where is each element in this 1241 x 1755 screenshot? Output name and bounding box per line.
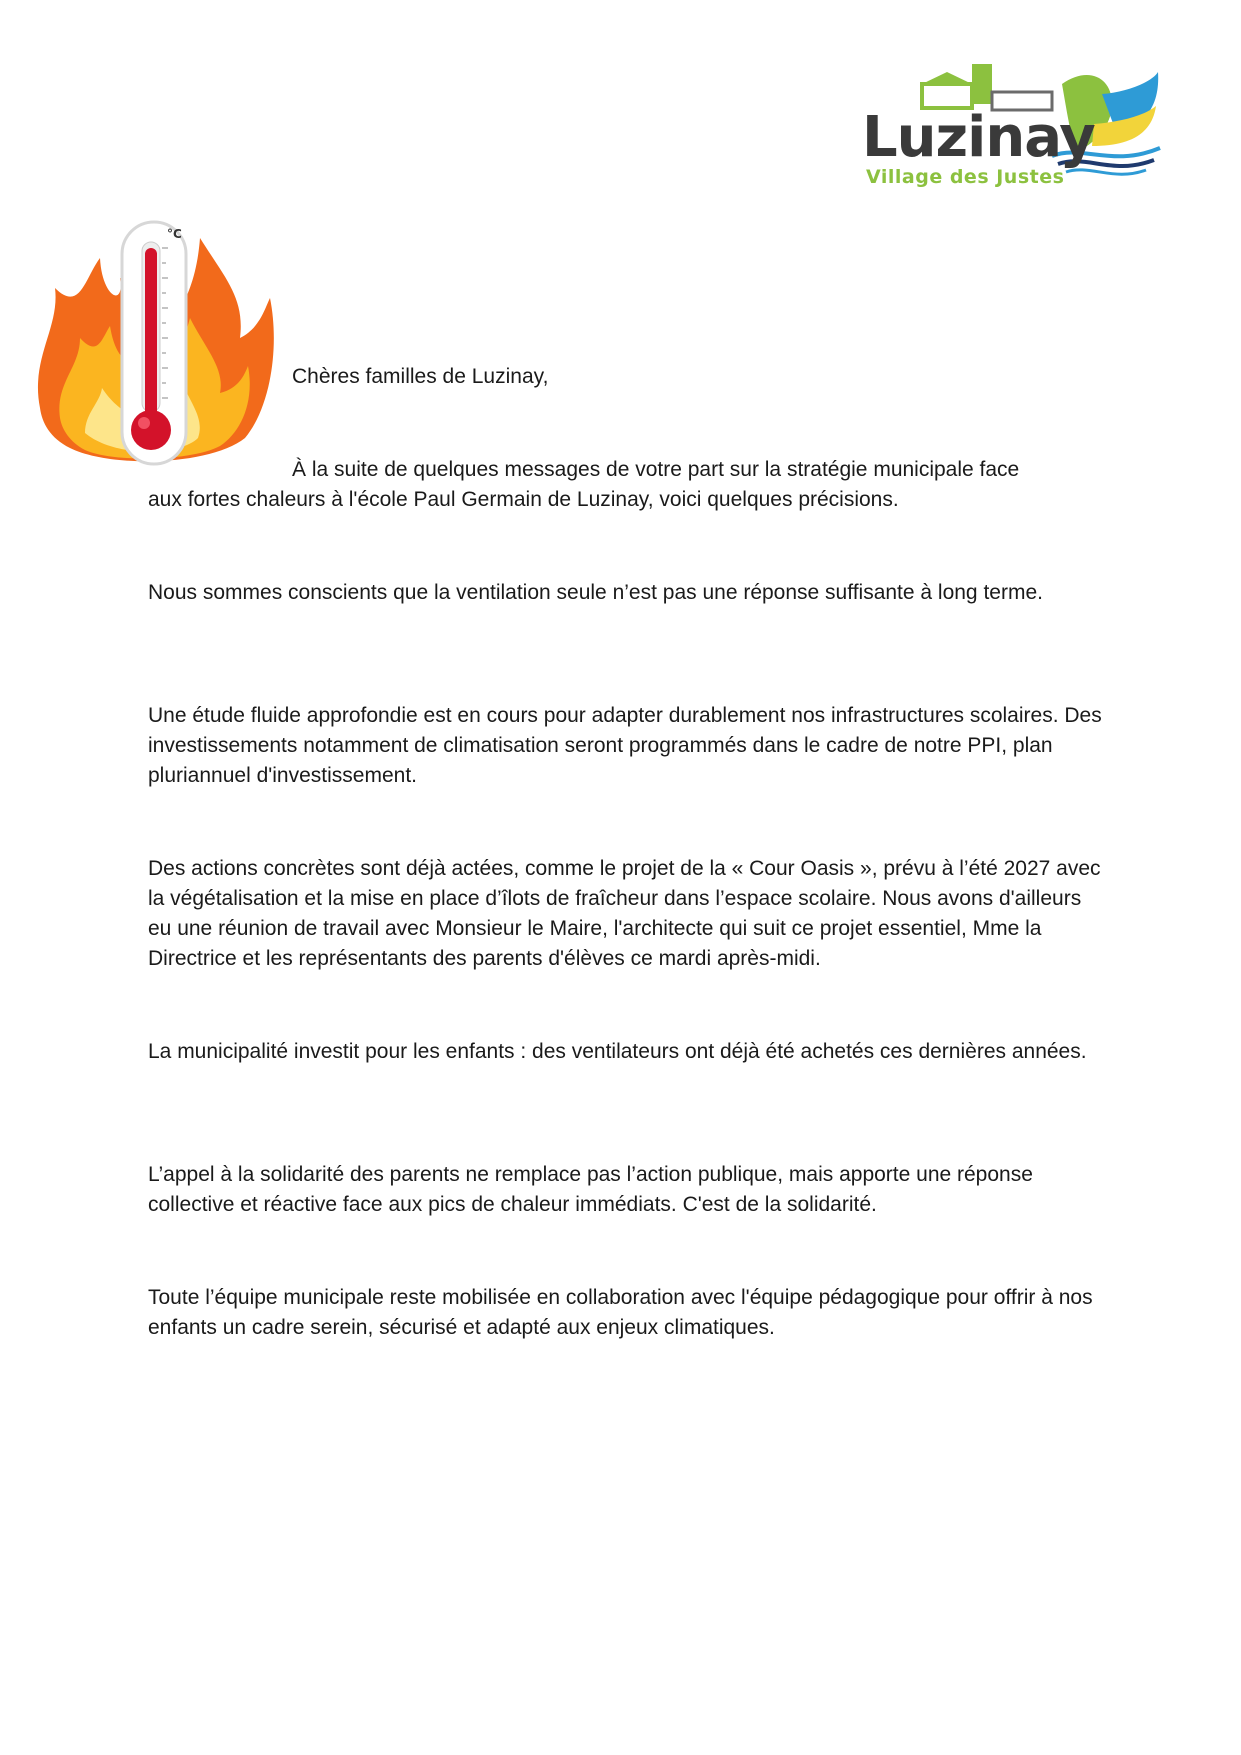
paragraph-study: Une étude fluide approfondie est en cours pour adapter durablement nos infrastructures scolaires. Des investissements notamment de climatisation seront programmés dans le cadre de notre PPI, plan pluriannuel d'investissement. [148, 704, 1102, 787]
logo-wordmark: Luzinay [862, 105, 1095, 170]
paragraph-ventilation: Nous sommes conscients que la ventilation seule n’est pas une réponse suffisante à long terme. [148, 581, 1043, 604]
paragraph-cour-oasis: Des actions concrètes sont déjà actées, comme le projet de la « Cour Oasis », prévu à l’été 2027 avec la végétalisation et la mise en place d’îlots de fraîcheur dans l’espace scolaire. Nous avons d'ailleurs eu une réunion de travail avec Monsieur le Maire, l'architecte qui suit ce projet essentiel, Mme la Directrice et les représentants des parents d'élèves ce mardi après-midi. [148, 857, 1101, 970]
celsius-label: °C [167, 227, 182, 241]
intro-paragraph: aux fortes chaleurs à l'école Paul Germain de Luzinay, voici quelques précisions. [148, 488, 899, 511]
thermometer-fire-illustration [30, 218, 280, 468]
letter-greeting: Chères familles de Luzinay, [292, 365, 549, 388]
paragraph-solidarity: L’appel à la solidarité des parents ne remplace pas l’action publique, mais apporte une réponse collective et réactive face aux pics de chaleur immédiats. C'est de la solidarité. [148, 1163, 1033, 1216]
paragraph-investment: La municipalité investit pour les enfants : des ventilateurs ont déjà été achetés ces dernières années. [148, 1040, 1087, 1063]
logo-tagline: Village des Justes [866, 166, 1065, 188]
thermometer-fire-icon [30, 218, 280, 468]
paragraph-closing: Toute l’équipe municipale reste mobilisée en collaboration avec l'équipe pédagogique pour offrir à nos enfants un cadre serein, sécurisé et adapté aux enjeux climatiques. [148, 1286, 1093, 1339]
luzinay-logo [862, 64, 1182, 204]
intro-first-line: À la suite de quelques messages de votre part sur la stratégie municipale face [292, 458, 1020, 481]
